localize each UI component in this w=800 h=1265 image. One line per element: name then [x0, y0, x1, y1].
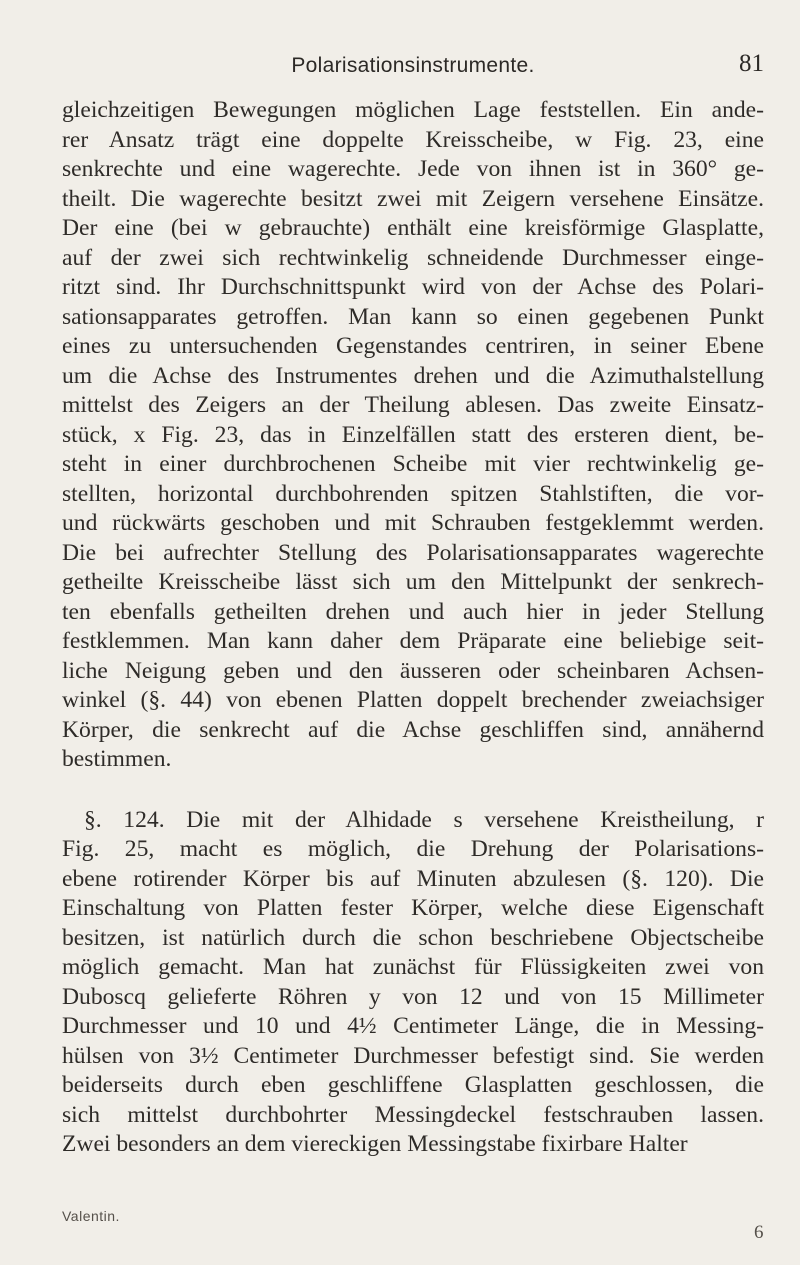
- paragraph-gap: [62, 775, 764, 806]
- text-line: senkrechte und eine wagerechte. Jede von ihnen ist in 360° ge-: [62, 156, 764, 182]
- text-line: Die bei aufrechter Stellung des Polarisationsapparates wagerechte: [62, 539, 764, 566]
- text-line: stellten, horizontal durchbohrenden spitzen Stahlstiften, die vor-: [62, 480, 764, 507]
- text-line: stück, x Fig. 23, das in Einzelfällen statt des ersteren dient, be-: [62, 421, 764, 448]
- text-line: Körper, die senkrecht auf die Achse geschliffen sind, annähernd: [62, 716, 764, 743]
- text-line: Durchmesser und 10 und 4½ Centimeter Länge, die in Messing-: [62, 1013, 764, 1039]
- text-line: Der eine (bei w gebrauchte) enthält eine kreisförmige Glasplatte,: [62, 215, 764, 241]
- text-line: §. 124. Die mit der Alhidade s versehene Kreistheilung, r: [84, 806, 764, 833]
- text-line: beiderseits durch eben geschliffene Glasplatten geschlossen, die: [62, 1072, 764, 1098]
- text-line: theilt. Die wagerechte besitzt zwei mit Zeigern versehene Einsätze.: [62, 185, 764, 212]
- text-line: sich mittelst durchbohrter Messingdeckel festschrauben lassen.: [62, 1101, 764, 1128]
- body-text: [62, 96, 764, 1160]
- text-line: winkel (§. 44) von ebenen Platten doppelt brechender zweiachsiger: [62, 687, 764, 713]
- paragraph-polarisation-apparatus: [62, 96, 764, 775]
- text-line: mittelst des Zeigers an der Theilung ablesen. Das zweite Einsatz-: [62, 392, 764, 418]
- text-line: Duboscq gelieferte Röhren y von 12 und von 15 Millimeter: [62, 983, 764, 1010]
- text-line: besitzen, ist natürlich durch die schon beschriebene Objectscheibe: [62, 924, 764, 951]
- text-line: eines zu untersuchenden Gegenstandes centriren, in seiner Ebene: [62, 333, 764, 359]
- text-line: auf der zwei sich rechtwinkelig schneidende Durchmesser einge-: [62, 244, 764, 271]
- running-title: Polarisationsinstrumente.: [291, 54, 535, 77]
- text-line: Fig. 25, macht es möglich, die Drehung der Polarisations-: [62, 836, 764, 862]
- text-line: ritzt sind. Ihr Durchschnittspunkt wird von der Achse des Polari-: [62, 274, 764, 300]
- text-line: Einschaltung von Platten fester Körper, welche diese Eigenschaft: [62, 895, 764, 921]
- text-line: gleichzeitigen Bewegungen möglichen Lage feststellen. Ein ande-: [62, 97, 764, 123]
- text-line: getheilte Kreisscheibe lässt sich um den Mittelpunkt der senkrech-: [62, 569, 764, 595]
- running-head: [62, 48, 764, 82]
- text-line: ebene rotirender Körper bis auf Minuten abzulesen (§. 120). Die: [62, 865, 764, 892]
- text-line: steht in einer durchbrochenen Scheibe mit vier rechtwinkelig ge-: [62, 451, 764, 477]
- text-line: und rückwärts geschoben und mit Schrauben festgeklemmt werden.: [62, 510, 764, 536]
- signature-number: 6: [754, 1222, 764, 1243]
- page-number: 81: [739, 50, 764, 77]
- text-line: sationsapparates getroffen. Man kann so einen gegebenen Punkt: [62, 303, 764, 330]
- text-line: liche Neigung geben und den äusseren oder scheinbaren Achsen-: [62, 657, 764, 684]
- text-line: bestimmen.: [62, 746, 172, 772]
- text-line: festklemmen. Man kann daher dem Präparate eine beliebige seit-: [62, 628, 764, 654]
- text-line: Zwei besonders an dem viereckigen Messingstabe fixirbare Halter: [62, 1131, 688, 1157]
- paragraph-section-124: [62, 806, 764, 1160]
- text-line: hülsen von 3½ Centimeter Durchmesser befestigt sind. Sie werden: [62, 1042, 764, 1069]
- text-line: um die Achse des Instrumentes drehen und die Azimuthalstellung: [62, 362, 764, 389]
- author-signature: Valentin.: [62, 1208, 120, 1224]
- text-line: rer Ansatz trägt eine doppelte Kreisscheibe, w Fig. 23, eine: [62, 126, 764, 153]
- text-line: möglich gemacht. Man hat zunächst für Flüssigkeiten zwei von: [62, 954, 764, 980]
- text-line: ten ebenfalls getheilten drehen und auch hier in jeder Stellung: [62, 598, 764, 625]
